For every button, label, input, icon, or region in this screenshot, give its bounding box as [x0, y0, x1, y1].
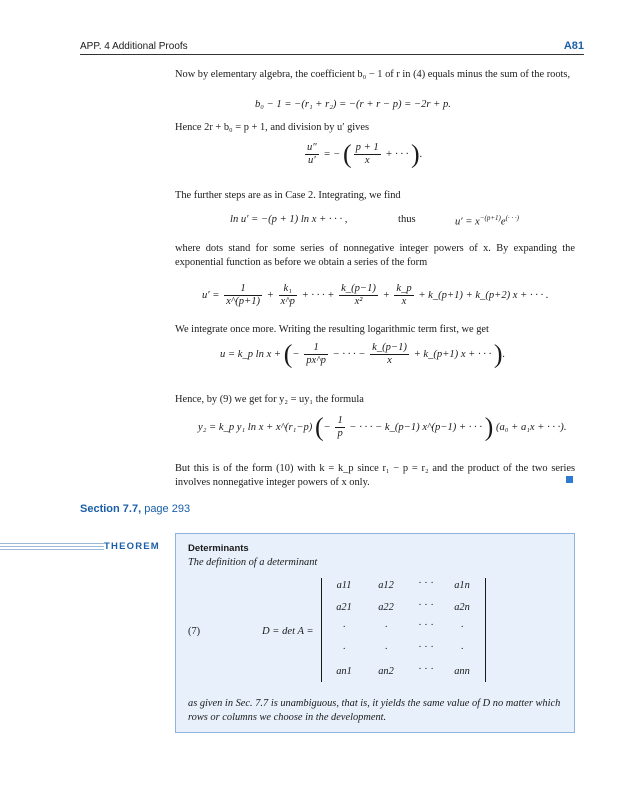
frac-denominator: x^p [280, 296, 295, 307]
matrix-cell: a2n [454, 602, 470, 613]
equation-log-u: ln u′ = −(p + 1) ln x + · · · , [230, 214, 348, 225]
matrix-cell: · · · [418, 600, 434, 611]
section-page: page 293 [141, 503, 191, 515]
paragraph-expansion: where dots stand for some series of nonnegative integer powers of x. By expanding the exponential function as before we obtain a series of the form [175, 243, 575, 268]
frac-numerator: k_p [396, 283, 412, 294]
section-label: Section 7.7, [80, 503, 142, 515]
equation-u-ratio [303, 139, 423, 169]
frac-numerator: k_(p−1) [341, 283, 376, 294]
matrix-cell: an1 [336, 666, 352, 677]
equation-roots-sum: b₀ − 1 = −(r₁ + r₂) = −(r + r − p) = −2r + p. [255, 99, 451, 110]
eq-operator: = − [320, 148, 343, 160]
fraction-term [335, 415, 344, 440]
matrix-cell: a11 [336, 580, 352, 591]
equation-u-series: u′ = $\frac{1}{x\^{}(p+1)}$ + $\frac{\text{k₁}}{x\^{}p}$ + · · · + $\frac{k\_(p-1)}{\text{x²}}$ + $\frac{k\_p}{x}$ + k_(p+1) + k_(p+2) x + · · · . [202, 283, 549, 307]
frac-denominator: x [364, 155, 370, 166]
fraction-term [304, 342, 328, 367]
fraction-p1-x [354, 142, 381, 167]
eq-tail: + k_(p+1) + k_(p+2) x + · · · . [415, 289, 549, 301]
matrix-cell: a21 [336, 602, 352, 613]
page-header [0, 0, 639, 60]
frac-denominator: x² [354, 296, 363, 307]
theorem-conclusion: as given in Sec. 7.7 is unambiguous, that is, it yields the same value of D no matter which rows or columns we choose in the development. [188, 698, 561, 723]
paragraph-further-steps: The further steps are as in Case 2. Integrating, we find [175, 190, 401, 201]
determinant-label: D = det A = [262, 626, 314, 637]
left-paren: ( [342, 139, 352, 169]
end-of-proof-icon [566, 476, 573, 483]
matrix-cell: · [460, 644, 464, 655]
eq-dots: + · · · + [298, 289, 338, 301]
eq-lhs: y₂ = k_p y₁ ln x + x^(r₁−p) [198, 421, 315, 433]
running-title: APP. 4 Additional Proofs [80, 41, 188, 52]
eq-exponent: (· · ·) [505, 214, 519, 222]
eq-end: . [419, 148, 423, 160]
header-rule [80, 54, 584, 55]
frac-numerator: 1 [337, 415, 343, 426]
frac-numerator: 1 [304, 342, 328, 355]
eq-lhs: u = k_p ln x + [220, 348, 284, 360]
frac-numerator: p + 1 [355, 142, 379, 153]
matrix-cell: · · · [418, 664, 434, 675]
eq-part: u′ = x [455, 216, 480, 228]
fraction-term [279, 283, 297, 308]
paragraph-y2-formula: Hence, by (9) we get for y₂ = uy₁ the formula [175, 394, 364, 405]
paragraph-integrate: We integrate once more. Writing the resulting logarithmic term first, we get [175, 324, 489, 335]
matrix-cell: a12 [378, 580, 394, 591]
fraction-term [394, 283, 413, 308]
theorem-rule-lines [0, 543, 104, 552]
fraction-term [339, 283, 378, 308]
frac-numerator: 1 [224, 283, 262, 296]
page-number: A81 [563, 40, 584, 52]
right-paren: ) [493, 339, 503, 369]
matrix-cell: · [342, 644, 346, 655]
equation-u: u = k_p ln x + (− $\frac{1}{px\^{}p}$ − · · · − $\frac{k\_(p-1)}{x}$ + k_(p+1) x + · · · ). [220, 339, 506, 369]
matrix-cell: · · · [418, 620, 434, 631]
equation-u-prime [455, 214, 519, 228]
fraction-term [370, 342, 409, 367]
determinant-matrix [321, 578, 486, 682]
matrix-cell: a22 [378, 602, 394, 613]
frac-denominator: px^p [306, 355, 326, 366]
eq-mid: − · · · − k_(p−1) x^(p−1) + · · · [346, 421, 485, 433]
fraction-term [224, 283, 262, 308]
frac-denominator: x [401, 296, 407, 307]
eq-dots: − · · · − [329, 348, 369, 360]
eq-exponent: −(p+1) [479, 214, 501, 222]
right-paren: ) [411, 139, 420, 169]
theorem-subtitle: The definition of a determinant [188, 557, 318, 568]
matrix-cell: a1n [454, 580, 470, 591]
matrix-cell: ann [454, 666, 470, 677]
matrix-cell: · [384, 644, 388, 655]
frac-denominator: x^(p+1) [226, 296, 261, 307]
eq-part: e [500, 216, 506, 228]
right-paren: ) [484, 412, 494, 442]
fraction-u2-u1 [305, 142, 319, 167]
frac-denominator: u′ [308, 155, 316, 166]
equation-number: (7) [188, 626, 201, 637]
matrix-cell: · [342, 622, 346, 633]
eq-tail: + · · · [382, 148, 412, 160]
matrix-cell: an2 [378, 666, 394, 677]
matrix-cell: · · · [418, 642, 434, 653]
left-paren: ( [314, 412, 324, 442]
matrix-cell: · [460, 622, 464, 633]
section-heading [80, 503, 190, 515]
matrix-cell: · · · [418, 578, 434, 589]
equation-y2: y₂ = k_p y₁ ln x + x^(r₁−p) (− $\frac{1}{p}$ − · · · − k_(p−1) x^(p−1) + · · · ) (a₀ + a₁x + · · ·). [198, 412, 567, 442]
matrix-cell: · [384, 622, 388, 633]
eq-end: . [502, 348, 506, 360]
frac-numerator: k₁ [279, 283, 297, 296]
eq-lhs: u′ = [202, 289, 223, 301]
theorem-label: THEOREM [104, 541, 160, 552]
frac-denominator: p [337, 428, 343, 439]
theorem-title: Determinants [188, 543, 249, 554]
paragraph-coefficient: Now by elementary algebra, the coefficient b₀ − 1 of r in (4) equals minus the sum of the roots, [175, 69, 571, 80]
frac-numerator: u″ [307, 142, 317, 153]
paragraph-conclusion: But this is of the form (10) with k = k_p since r₁ − p = r₂ and the product of the two series involves nonnegative integer powers of x only. [175, 463, 575, 488]
frac-numerator: k_(p−1) [372, 342, 407, 353]
word-thus: thus [398, 214, 416, 225]
left-paren: ( [283, 339, 293, 369]
eq-tail: + k_(p+1) x + · · · [410, 348, 494, 360]
paragraph-division: Hence 2r + b₀ = p + 1, and division by u′ gives [175, 122, 370, 133]
frac-denominator: x [387, 355, 392, 366]
eq-tail: (a₀ + a₁x + · · ·). [495, 421, 567, 433]
